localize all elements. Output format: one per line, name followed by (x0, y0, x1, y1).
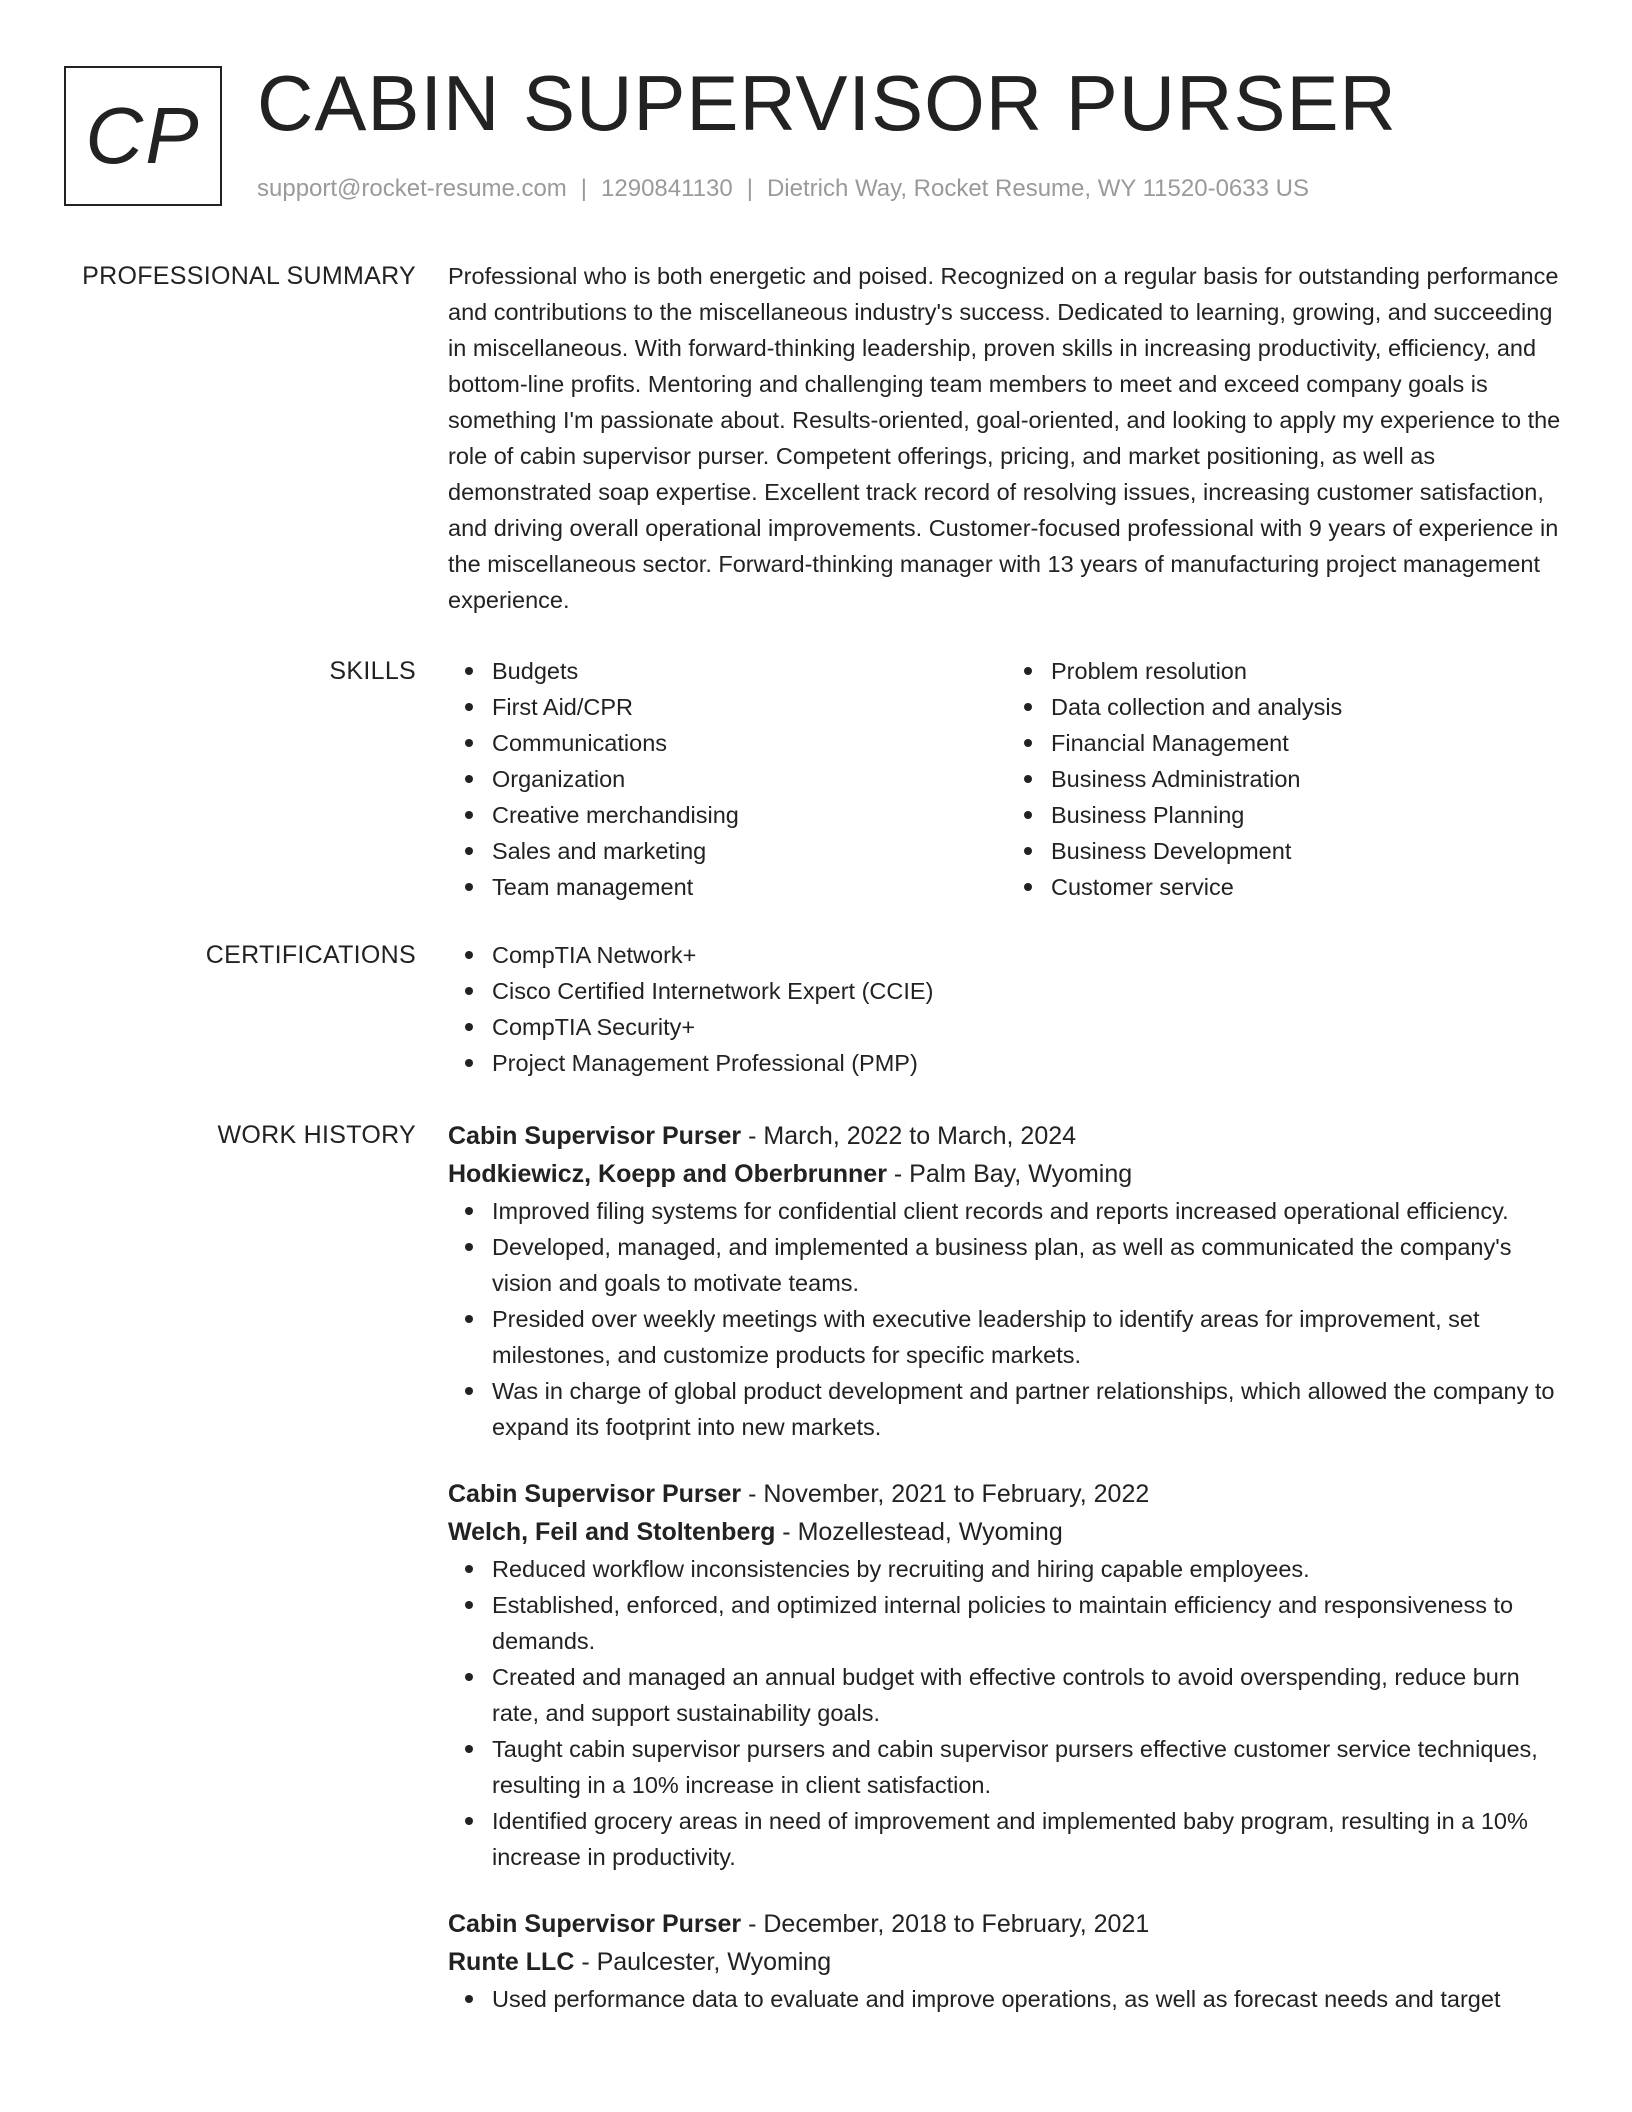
contact-separator: | (580, 175, 588, 202)
job-company: Welch, Feil and Stoltenberg (448, 1518, 776, 1546)
skill-item: Budgets (492, 653, 1007, 689)
candidate-name: CABIN SUPERVISOR PURSER (257, 59, 1397, 147)
skill-item: Problem resolution (1051, 653, 1566, 689)
skill-item: Business Planning (1051, 797, 1566, 833)
contact-email[interactable]: support@rocket-resume.com (257, 175, 567, 202)
job-dates: - March, 2022 to March, 2024 (741, 1122, 1077, 1150)
job-bullet: Improved filing systems for confidential client records and reports increased operational efficiency. (492, 1193, 1566, 1229)
job-title-line (448, 1475, 1566, 1513)
skill-item: Data collection and analysis (1051, 689, 1566, 725)
contact-phone[interactable]: 1290841130 (601, 175, 733, 202)
job-bullet: Used performance data to evaluate and improve operations, as well as forecast needs and target (492, 1981, 1566, 2017)
skills-list-right (1007, 653, 1566, 905)
job-location: - Palm Bay, Wyoming (886, 1160, 1133, 1188)
monogram-logo: CP (64, 66, 222, 206)
job-bullets (448, 1193, 1566, 1445)
job-title-line (448, 1117, 1566, 1155)
skills-heading: SKILLS (329, 657, 416, 685)
certification-item: CompTIA Security+ (492, 1009, 1566, 1045)
job-company: Runte LLC (448, 1948, 575, 1976)
skill-item: Financial Management (1051, 725, 1566, 761)
job-entry (448, 1475, 1566, 1875)
job-dates: - November, 2021 to February, 2022 (741, 1480, 1150, 1508)
skill-item: Sales and marketing (492, 833, 1007, 869)
job-bullets (448, 1551, 1566, 1875)
skill-item: Business Administration (1051, 761, 1566, 797)
contact-address: Dietrich Way, Rocket Resume, WY 11520-0633 US (766, 175, 1309, 202)
job-bullet: Established, enforced, and optimized internal policies to maintain efficiency and responsiveness to demands. (492, 1587, 1566, 1659)
work-history-body (448, 1117, 1566, 2047)
job-entry (448, 1905, 1566, 2017)
job-location: - Mozellestead, Wyoming (775, 1518, 1063, 1546)
job-company: Hodkiewicz, Koepp and Oberbrunner (448, 1160, 887, 1188)
job-title-line (448, 1905, 1566, 1943)
skills-body (448, 653, 1566, 905)
job-bullet: Developed, managed, and implemented a business plan, as well as communicated the company's vision and goals to motivate teams. (492, 1229, 1566, 1301)
summary-text: Professional who is both energetic and poised. Recognized on a regular basis for outstanding performance and contributions to the miscellaneous industry's success. Dedicated to learning, growing, and succeeding in miscellaneous. With forward-thinking leadership, proven skills in increasing productivity, efficiency, and bottom-line profits. Mentoring and challenging team members to meet and exceed company goals is something I'm passionate about. Results-oriented, goal-oriented, and looking to apply my experience to the role of cabin supervisor purser. Competent offerings, pricing, and market positioning, as well as demonstrated soap expertise. Excellent track record of resolving issues, increasing customer satisfaction, and driving overall operational improvements. Customer-focused professional with 9 years of experience in the miscellaneous sector. Forward-thinking manager with 13 years of manufacturing project management experience. (448, 263, 1561, 613)
job-title: Cabin Supervisor Purser (448, 1480, 742, 1508)
skill-item: Team management (492, 869, 1007, 905)
contact-separator: | (746, 175, 753, 202)
skill-item: Creative merchandising (492, 797, 1007, 833)
job-company-line (448, 1943, 1566, 1981)
job-bullet: Identified grocery areas in need of improvement and implemented baby program, resulting in a 10% increase in productivity. (492, 1803, 1566, 1875)
job-title: Cabin Supervisor Purser (448, 1910, 742, 1938)
job-bullet: Taught cabin supervisor pursers and cabin supervisor pursers effective customer service techniques, resulting in a 10% increase in client satisfaction. (492, 1731, 1566, 1803)
skills-list-left (448, 653, 1007, 905)
summary-heading: PROFESSIONAL SUMMARY (82, 262, 416, 290)
skill-item: Communications (492, 725, 1007, 761)
skill-item: Business Development (1051, 833, 1566, 869)
certifications-list (448, 937, 1566, 1081)
job-bullet: Reduced workflow inconsistencies by recruiting and hiring capable employees. (492, 1551, 1566, 1587)
job-location: - Paulcester, Wyoming (574, 1948, 832, 1976)
job-entry (448, 1117, 1566, 1445)
work-history-heading: WORK HISTORY (217, 1121, 416, 1149)
job-bullet: Created and managed an annual budget with effective controls to avoid overspending, reduce burn rate, and support sustainability goals. (492, 1659, 1566, 1731)
job-company-line (448, 1513, 1566, 1551)
skill-item: First Aid/CPR (492, 689, 1007, 725)
skill-item: Organization (492, 761, 1007, 797)
job-company-line (448, 1155, 1566, 1193)
certification-item: CompTIA Network+ (492, 937, 1566, 973)
summary-body (448, 258, 1566, 618)
certification-item: Cisco Certified Internetwork Expert (CCIE) (492, 973, 1566, 1009)
job-title: Cabin Supervisor Purser (448, 1122, 742, 1150)
skill-item: Customer service (1051, 869, 1566, 905)
job-bullets (448, 1981, 1566, 2017)
certification-item: Project Management Professional (PMP) (492, 1045, 1566, 1081)
job-bullet: Was in charge of global product development and partner relationships, which allowed the company to expand its footprint into new markets. (492, 1373, 1566, 1445)
job-bullet: Presided over weekly meetings with executive leadership to identify areas for improvement, set milestones, and customize products for specific markets. (492, 1301, 1566, 1373)
contact-line (257, 174, 1309, 204)
certifications-body (448, 937, 1566, 1081)
certifications-heading: CERTIFICATIONS (205, 941, 416, 969)
job-dates: - December, 2018 to February, 2021 (741, 1910, 1150, 1938)
